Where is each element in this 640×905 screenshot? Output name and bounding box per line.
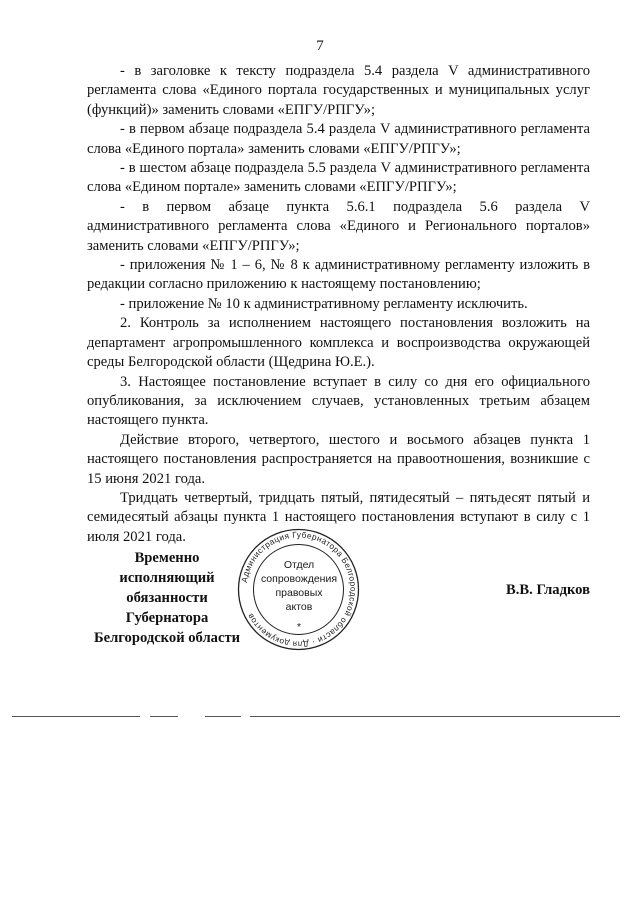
- stamp-line: сопровождения: [260, 573, 338, 585]
- bottom-divider: [12, 716, 140, 717]
- signatory-position-line: Временно исполняющий: [119, 550, 215, 586]
- paragraph-6: - приложение № 10 к административному регламенту исключить.: [120, 295, 528, 312]
- signatory-position-line: обязанности Губернатора: [125, 590, 209, 626]
- paragraph-2: - в первом абзаце подраздела 5.4 раздела V административного регламента слова «Единого портала» заменить словами «ЕПГУ/РПГУ»;: [87, 121, 590, 157]
- paragraph-4: - в первом абзаце пункта 5.6.1 подраздела 5.6 раздела V административного регламента слова «Единого и Регионального порталов» заменить словами «ЕПГУ/РПГУ»;: [87, 198, 590, 254]
- paragraph-3: - в шестом абзаце подраздела 5.5 раздела V административного регламента слова «Едином портале» заменить словами «ЕПГУ/РПГУ»;: [87, 160, 590, 196]
- stamp-ring-text: Администрация Губернатора Белгородской области · Для документов: [238, 529, 359, 650]
- paragraph-10: Тридцать четвертый, тридцать пятый, пятидесятый – пятьдесят пятый и семидесятый абзацы пункта 1 настоящего постановления вступают в силу с 1 июля 2021 года.: [87, 489, 590, 545]
- document-body: [87, 62, 590, 547]
- bottom-divider: [250, 716, 620, 717]
- bottom-divider: [205, 716, 241, 717]
- stamp-line: Отдел: [283, 559, 315, 571]
- signatory-position: [87, 548, 247, 648]
- paragraph-5: - приложения № 1 – 6, № 8 к административному регламенту изложить в редакции согласно приложению к настоящему постановлению;: [87, 257, 590, 293]
- paragraph-9: Действие второго, четвертого, шестого и восьмого абзацев пункта 1 настоящего постановления распространяется на правоотношения, возникшие с 15 июня 2021 года.: [87, 431, 590, 487]
- stamp-line: правовых: [275, 587, 323, 599]
- signatory-position-line: Белгородской области: [93, 630, 241, 646]
- stamp-star: *: [296, 621, 302, 633]
- bottom-divider: [150, 716, 178, 717]
- paragraph-1: - в заголовке к тексту подраздела 5.4 раздела V административного регламента слова «Единого портала государственных и муниципальных услуг (функций)» заменить словами «ЕПГУ/РПГУ»;: [87, 63, 590, 118]
- signatory-name: В.В. Гладков: [506, 582, 590, 598]
- stamp-line: актов: [285, 601, 313, 613]
- stamp-center-text: [246, 558, 352, 634]
- paragraph-7: 2. Контроль за исполнением настоящего постановления возложить на департамент агропромышленного комплекса и воспроизводства окружающей среды Белгородской области (Щедрина Ю.Е.).: [87, 315, 590, 371]
- paragraph-8: 3. Настоящее постановление вступает в силу со дня его официального опубликования, за исключением случаев, установленных третьим абзацем настоящего пункта.: [87, 373, 590, 429]
- page-number: 7: [316, 38, 324, 54]
